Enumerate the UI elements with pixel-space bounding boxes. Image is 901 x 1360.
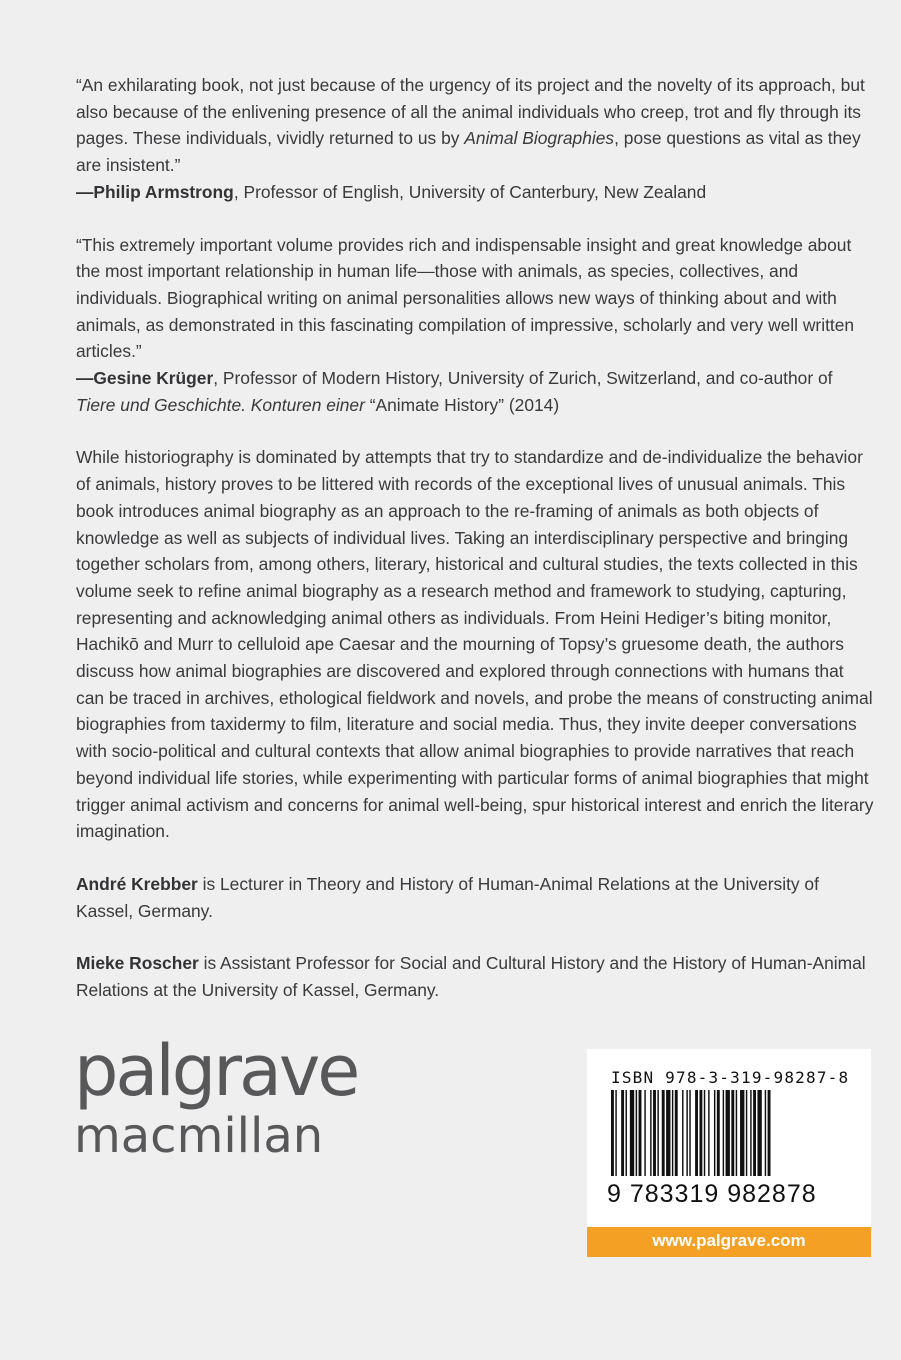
blurb-attribution-2: —Gesine Krüger, Professor of Modern History, University of Zurich, Switzerland, and co-author of Tiere und Geschichte. Konturen einer “Animate History” (2014)	[76, 368, 833, 415]
editor-name: Mieke Roscher	[76, 953, 199, 974]
editor-name: André Krebber	[76, 873, 198, 894]
blurb-quote-1: “An exhilarating book, not just because of the urgency of its project and the novelty of its approach, but also because of the enlivening presence of all the animal individuals who creep, trot and fly through its pages. These individuals, vividly returned to us by Animal Biographies, pose questions as vital as they are insistent.”	[76, 75, 865, 176]
editor-bio-1: André Krebber is Lecturer in Theory and History of Human-Animal Relations at the University of Kassel, Germany.	[76, 873, 819, 921]
editor-bio-2: Mieke Roscher is Assistant Professor for Social and Cultural History and the History of Human-Animal Relations at the University of Kassel, Germany.	[76, 953, 866, 1001]
publisher-logo	[74, 1030, 358, 1164]
reviewer-name: Philip Armstrong	[93, 181, 234, 202]
barcode-digits: 9 783319 982878	[607, 1180, 817, 1208]
publisher-logo-line-1: palgrave	[74, 1030, 358, 1112]
back-cover-text	[76, 72, 876, 1004]
barcode-icon	[607, 1090, 845, 1176]
isbn-label: ISBN 978-3-319-98287-8	[611, 1068, 850, 1087]
blurb-attribution-1: —Philip Armstrong, Professor of English, University of Canterbury, New Zealand	[76, 181, 707, 202]
publisher-logo-line-2: macmillan	[74, 1108, 324, 1164]
reviewer-name: Gesine Krüger	[93, 368, 214, 389]
publisher-website[interactable]: www.palgrave.com	[587, 1227, 871, 1257]
book-description: While historiography is dominated by attempts that try to standardize and de-individualize the behavior of animals, history proves to be littered with records of the exceptional lives of unusual animals. This book introduces animal biography as an approach to the re-framing of animals as both objects of knowledge as well as subjects of individual lives. Taking an interdisciplinary perspective and bringing together scholars from, among others, literary, historical and cultural studies, the texts collected in this volume seek to refine animal biography as a research method and framework to studying, capturing, representing and acknowledging animal others as individuals. From Heini Hediger’s biting monitor, Hachikō and Murr to celluloid ape Caesar and the mourning of Topsy’s gruesome death, the authors discuss how animal biographies are discovered and explored through connections with humans that can be traced in archives, ethological fieldwork and novels, and probe the means of constructing animal biographies from taxidermy to film, literature and social media. Thus, they invite deeper conversations with socio-political and cultural contexts that allow animal biographies to provide narratives that reach beyond individual life stories, while experimenting with particular forms of animal biographies that might trigger animal activism and concerns for animal well-being, spur historical interest and enrich the literary imagination.	[76, 447, 874, 842]
blurb-quote-2: “This extremely important volume provides rich and indispensable insight and great knowledge about the most important relationship in human life—those with animals, as species, collectives, and individuals. Biographical writing on animal personalities allows new ways of thinking about and with animals, as demonstrated in this fascinating compilation of impressive, scholarly and very well written articles.”	[76, 234, 855, 362]
